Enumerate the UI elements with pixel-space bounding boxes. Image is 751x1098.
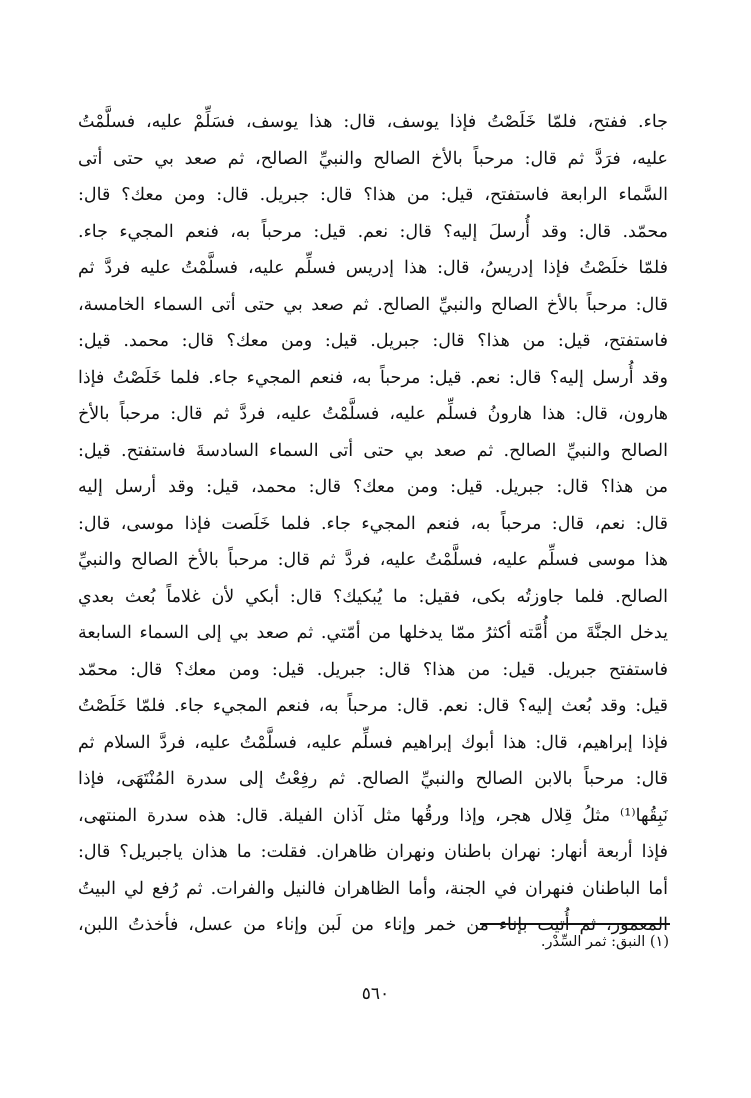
text-line: قيل: وقد بُعث إليه؟ قال: نعم. قال: مرحباً به، فنعم المجيء جاء. فلمّا خَلَصْتُ <box>78 696 668 716</box>
text-line: فاستفتح جبريل. قيل: من هذا؟ قال: جبريل. قيل: ومن معك؟ قال: محمّد <box>78 659 668 680</box>
text-line: يدخل الجنَّةَ من أُمَّته أكثرُ ممّا يدخلها من أمّتي. ثم صعد بي إلى السماء السابعة <box>78 623 668 643</box>
text-line: هارون، قال: هذا هارونُ فسلِّم عليه، فسلَّمْتُ عليه، فردَّ ثم قال: مرحباً بالأخ <box>78 404 668 424</box>
text-line: فإذا أربعة أنهار: نهران باطنان ونهران ظاهران. فقلت: ما هذان ياجبريل؟ قال: <box>78 842 668 862</box>
text-line: قال: مرحباً بالابن الصالح والنبيِّ الصالح. ثم رفِعْتُ إلى سدرة المُنْتَهَى، فإذا <box>78 769 668 789</box>
text-line: الصالح والنبيِّ الصالح. ثم صعد بي حتى أتى السماء السادسةَ فاستفتح. قيل: <box>78 440 668 461</box>
footnote: (١) النبق: ثمر السِّدْر. <box>540 934 669 950</box>
text-line: المعمور، ثم أُتيت بإناء من خمر وإناء من لَبن وإناء من عسل، فأخذتُ اللبن، <box>78 915 668 935</box>
text-line: الصالح. فلما جاوزتُه بكى، فقيل: ما يُبكيك؟ قال: أبكي لأن غلاماً بُعث بعدي <box>78 586 668 607</box>
text-line: قال: نعم، قال: مرحباً به، فنعم المجيء جاء. فلما خَلَصت فإذا موسى، قال: <box>78 513 668 534</box>
text-line: فإذا إبراهيم، قال: هذا أبوك إبراهيم فسلِّم عليه، فسلَّمْتُ عليه، فردَّ السلام ثم <box>78 732 668 753</box>
text-line: السَّماء الرابعة فاستفتح، قيل: من هذا؟ قال: جبريل. قال: ومن معك؟ قال: <box>78 185 668 205</box>
body-text <box>78 104 668 944</box>
text-line: هذا موسى فسلِّم عليه، فسلَّمْتُ عليه، فردَّ ثم قال: مرحباً بالأخ الصالح والنبيِّ <box>78 550 668 570</box>
text-line: نَبِقُها⁽¹⁾ مثلُ قِلال هجر، وإذا ورقُها مثل آذان الفيلة. قال: هذه سدرة المنتهى، <box>78 805 668 826</box>
text-line: فاستفتح، قيل: من هذا؟ قال: جبريل. قيل: ومن معك؟ قال: محمد. قيل: <box>78 331 668 351</box>
text-line: أما الباطنان فنهران في الجنة، وأما الظاهران فالنيل والفرات. ثم رُفع لي البيتُ <box>78 878 668 899</box>
text-line: جاء. ففتح، فلمّا خَلَصْتُ فإذا يوسف، قال: هذا يوسف، فسَلِّمْ عليه، فسلَّمْتُ <box>78 112 668 132</box>
text-line: قال: مرحباً بالأخ الصالح والنبيِّ الصالح. ثم صعد بي حتى أتى السماء الخامسة، <box>78 294 668 315</box>
text-line: محمّد. قال: وقد أُرسلَ إليه؟ قال: نعم. قيل: مرحباً به، فنعم المجيء جاء. <box>78 221 668 242</box>
text-line: فلمّا خلَصْتُ فإذا إدريسُ، قال: هذا إدريس فسلِّم عليه، فسلَّمْتُ عليه فردَّ ثم <box>78 258 668 278</box>
text-line: من هذا؟ قال: جبريل. قيل: ومن معك؟ قال: محمد، قيل: وقد أرسل إليه <box>78 477 668 497</box>
text-line: عليه، فرَدَّ ثم قال: مرحباً بالأخ الصالح والنبيِّ الصالح، ثم صعد بي حتى أتى <box>78 148 668 169</box>
footnote-divider <box>480 923 670 925</box>
text-line: وقد أُرسل إليه؟ قال: نعم. قيل: مرحباً به، فنعم المجيء جاء. فلما خَلَصْتُ فإذا <box>78 367 668 388</box>
page-number: ٥٦٠ <box>361 984 390 1004</box>
